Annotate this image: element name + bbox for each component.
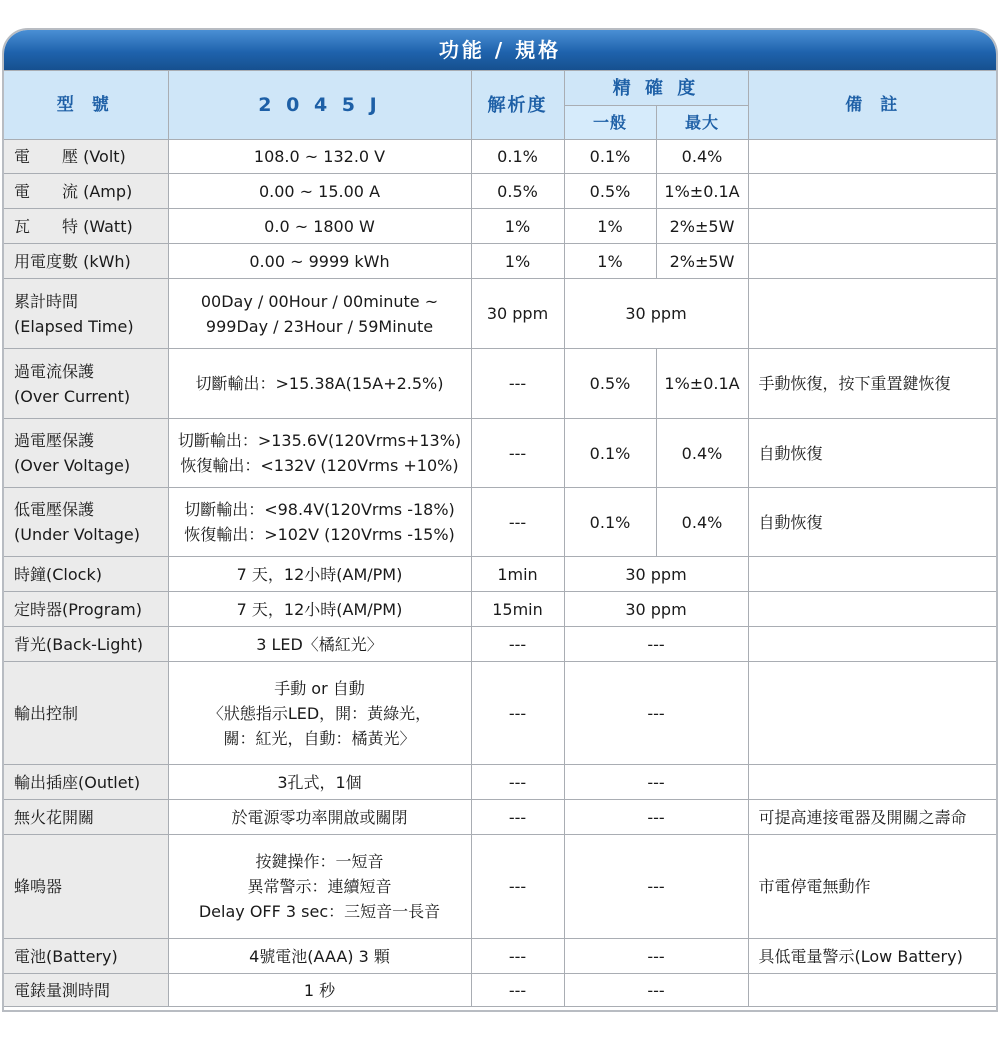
row-note [748, 627, 998, 662]
row-spec: 1 秒 [168, 974, 471, 1007]
row-label-zh: 過電壓保護 [14, 431, 95, 450]
row-label: 蜂鳴器 [4, 835, 168, 939]
row-accuracy-general: 0.5% [564, 349, 656, 419]
row-resolution: --- [471, 419, 564, 488]
row-accuracy: --- [564, 765, 748, 800]
table-row [4, 279, 998, 349]
row-label: 輸出插座(Outlet) [4, 765, 168, 800]
row-spec: 7 天，12小時(AM/PM) [168, 557, 471, 592]
row-accuracy: --- [564, 835, 748, 939]
row-resolution: 1% [471, 209, 564, 244]
row-spec: 切斷輸出：>15.38A(15A+2.5%) [168, 349, 471, 419]
row-resolution: 0.1% [471, 140, 564, 174]
row-label: 無火花開關 [4, 800, 168, 835]
row-accuracy: 30 ppm [564, 592, 748, 627]
row-resolution: 0.5% [471, 174, 564, 209]
row-note: 自動恢復 [748, 488, 998, 557]
row-accuracy-general: 0.1% [564, 419, 656, 488]
row-resolution: --- [471, 974, 564, 1007]
row-accuracy-max: 0.4% [656, 488, 748, 557]
row-spec-line: 恢復輸出：>102V (120Vrms -15%) [184, 525, 455, 544]
header-remarks: 備 註 [748, 71, 998, 140]
row-resolution: --- [471, 939, 564, 974]
row-label: 電 壓 (Volt) [4, 140, 168, 174]
row-accuracy: 30 ppm [564, 279, 748, 349]
row-note [748, 140, 998, 174]
row-spec: 108.0 ~ 132.0 V [168, 140, 471, 174]
spec-table [4, 70, 998, 1007]
row-accuracy: --- [564, 800, 748, 835]
table-row [4, 835, 998, 939]
row-label-en: (Elapsed Time) [14, 316, 134, 336]
table-row [4, 209, 998, 244]
row-spec [168, 835, 471, 939]
table-row [4, 174, 998, 209]
row-spec: 0.0 ~ 1800 W [168, 209, 471, 244]
row-note [748, 209, 998, 244]
row-label: 定時器(Program) [4, 592, 168, 627]
row-spec: 於電源零功率開啟或關閉 [168, 800, 471, 835]
table-row [4, 140, 998, 174]
row-accuracy-general: 0.5% [564, 174, 656, 209]
row-spec: 4號電池(AAA) 3 顆 [168, 939, 471, 974]
row-label-en: (Over Current) [14, 386, 131, 406]
row-spec-line: 切斷輸出：>135.6V(120Vrms+13%) [177, 431, 462, 450]
row-spec-line: Delay OFF 3 sec：三短音一長音 [198, 902, 441, 921]
row-label: 背光(Back-Light) [4, 627, 168, 662]
row-note: 具低電量警示(Low Battery) [748, 939, 998, 974]
table-row [4, 557, 998, 592]
row-resolution: 1% [471, 244, 564, 279]
row-resolution: --- [471, 488, 564, 557]
row-spec: 3 LED〈橘紅光〉 [168, 627, 471, 662]
row-spec-line: 00Day / 00Hour / 00minute ~ [200, 291, 439, 311]
row-accuracy: 30 ppm [564, 557, 748, 592]
table-row [4, 765, 998, 800]
row-accuracy-max: 1%±0.1A [656, 174, 748, 209]
row-label-zh: 低電壓保護 [14, 500, 95, 519]
row-spec: 0.00 ~ 9999 kWh [168, 244, 471, 279]
row-accuracy-general: 1% [564, 209, 656, 244]
row-label: 電錶量測時間 [4, 974, 168, 1007]
row-resolution: --- [471, 835, 564, 939]
row-spec [168, 662, 471, 765]
row-note: 自動恢復 [748, 419, 998, 488]
row-note [748, 592, 998, 627]
row-spec-line: 切斷輸出：<98.4V(120Vrms -18%) [184, 500, 455, 519]
table-row [4, 419, 998, 488]
row-label: 輸出控制 [4, 662, 168, 765]
header-accuracy-general: 一般 [564, 106, 656, 140]
row-accuracy-general: 0.1% [564, 488, 656, 557]
row-resolution: --- [471, 627, 564, 662]
row-spec [168, 488, 471, 557]
header-accuracy: 精 確 度 [564, 71, 748, 106]
row-label: 瓦 特 (Watt) [4, 209, 168, 244]
table-row [4, 627, 998, 662]
row-note: 可提高連接電器及開關之壽命 [748, 800, 998, 835]
row-resolution: --- [471, 662, 564, 765]
row-label: 電 流 (Amp) [4, 174, 168, 209]
row-spec: 7 天，12小時(AM/PM) [168, 592, 471, 627]
row-label-zh: 累計時間 [14, 291, 79, 311]
row-label [4, 349, 168, 419]
row-accuracy-max: 1%±0.1A [656, 349, 748, 419]
row-note [748, 174, 998, 209]
row-spec: 3孔式，1個 [168, 765, 471, 800]
row-note [748, 279, 998, 349]
table-row [4, 488, 998, 557]
row-spec-line: 異常警示：連續短音 [247, 877, 392, 896]
table-row [4, 244, 998, 279]
row-accuracy: --- [564, 974, 748, 1007]
header-accuracy-max: 最大 [656, 106, 748, 140]
table-row [4, 939, 998, 974]
row-spec-line: 按鍵操作：一短音 [255, 852, 384, 871]
row-accuracy-max: 2%±5W [656, 244, 748, 279]
row-accuracy: --- [564, 627, 748, 662]
row-spec-line: 恢復輸出：<132V (120Vrms +10%) [180, 456, 459, 475]
row-note [748, 557, 998, 592]
row-spec-line: 手動 or 自動 [274, 678, 365, 698]
row-label [4, 488, 168, 557]
row-accuracy-max: 0.4% [656, 419, 748, 488]
row-accuracy-max: 0.4% [656, 140, 748, 174]
table-row [4, 800, 998, 835]
row-spec [168, 279, 471, 349]
row-note [748, 244, 998, 279]
row-label-en: (Under Voltage) [14, 525, 141, 544]
row-accuracy-general: 1% [564, 244, 656, 279]
table-row [4, 592, 998, 627]
header-model: 型 號 [4, 71, 168, 140]
row-spec [168, 419, 471, 488]
row-label [4, 279, 168, 349]
row-note [748, 662, 998, 765]
row-spec-line: 〈狀態指示LED，開：黃綠光， [207, 703, 432, 723]
table-row [4, 974, 998, 1007]
row-accuracy-general: 0.1% [564, 140, 656, 174]
row-accuracy-max: 2%±5W [656, 209, 748, 244]
row-spec-line: 999Day / 23Hour / 59Minute [205, 316, 434, 336]
row-note [748, 765, 998, 800]
table-row [4, 662, 998, 765]
row-resolution: --- [471, 349, 564, 419]
row-label-zh: 過電流保護 [14, 361, 95, 381]
header-product: 2 0 4 5 J [168, 71, 471, 140]
row-note: 手動恢復，按下重置鍵恢復 [748, 349, 998, 419]
spec-table-panel [2, 28, 998, 1012]
row-accuracy: --- [564, 662, 748, 765]
header-resolution: 解析度 [471, 71, 564, 140]
row-label: 時鐘(Clock) [4, 557, 168, 592]
row-resolution: 30 ppm [471, 279, 564, 349]
row-note [748, 974, 998, 1007]
row-spec-line: 關：紅光，自動：橘黃光〉 [223, 728, 416, 748]
row-resolution: --- [471, 765, 564, 800]
row-spec: 0.00 ~ 15.00 A [168, 174, 471, 209]
row-label: 用電度數 (kWh) [4, 244, 168, 279]
table-title: 功能 / 規格 [4, 30, 996, 70]
row-label [4, 419, 168, 488]
row-note: 市電停電無動作 [748, 835, 998, 939]
row-label-en: (Over Voltage) [14, 456, 131, 475]
table-row [4, 349, 998, 419]
row-accuracy: --- [564, 939, 748, 974]
row-resolution: 1min [471, 557, 564, 592]
row-resolution: 15min [471, 592, 564, 627]
row-resolution: --- [471, 800, 564, 835]
row-label: 電池(Battery) [4, 939, 168, 974]
